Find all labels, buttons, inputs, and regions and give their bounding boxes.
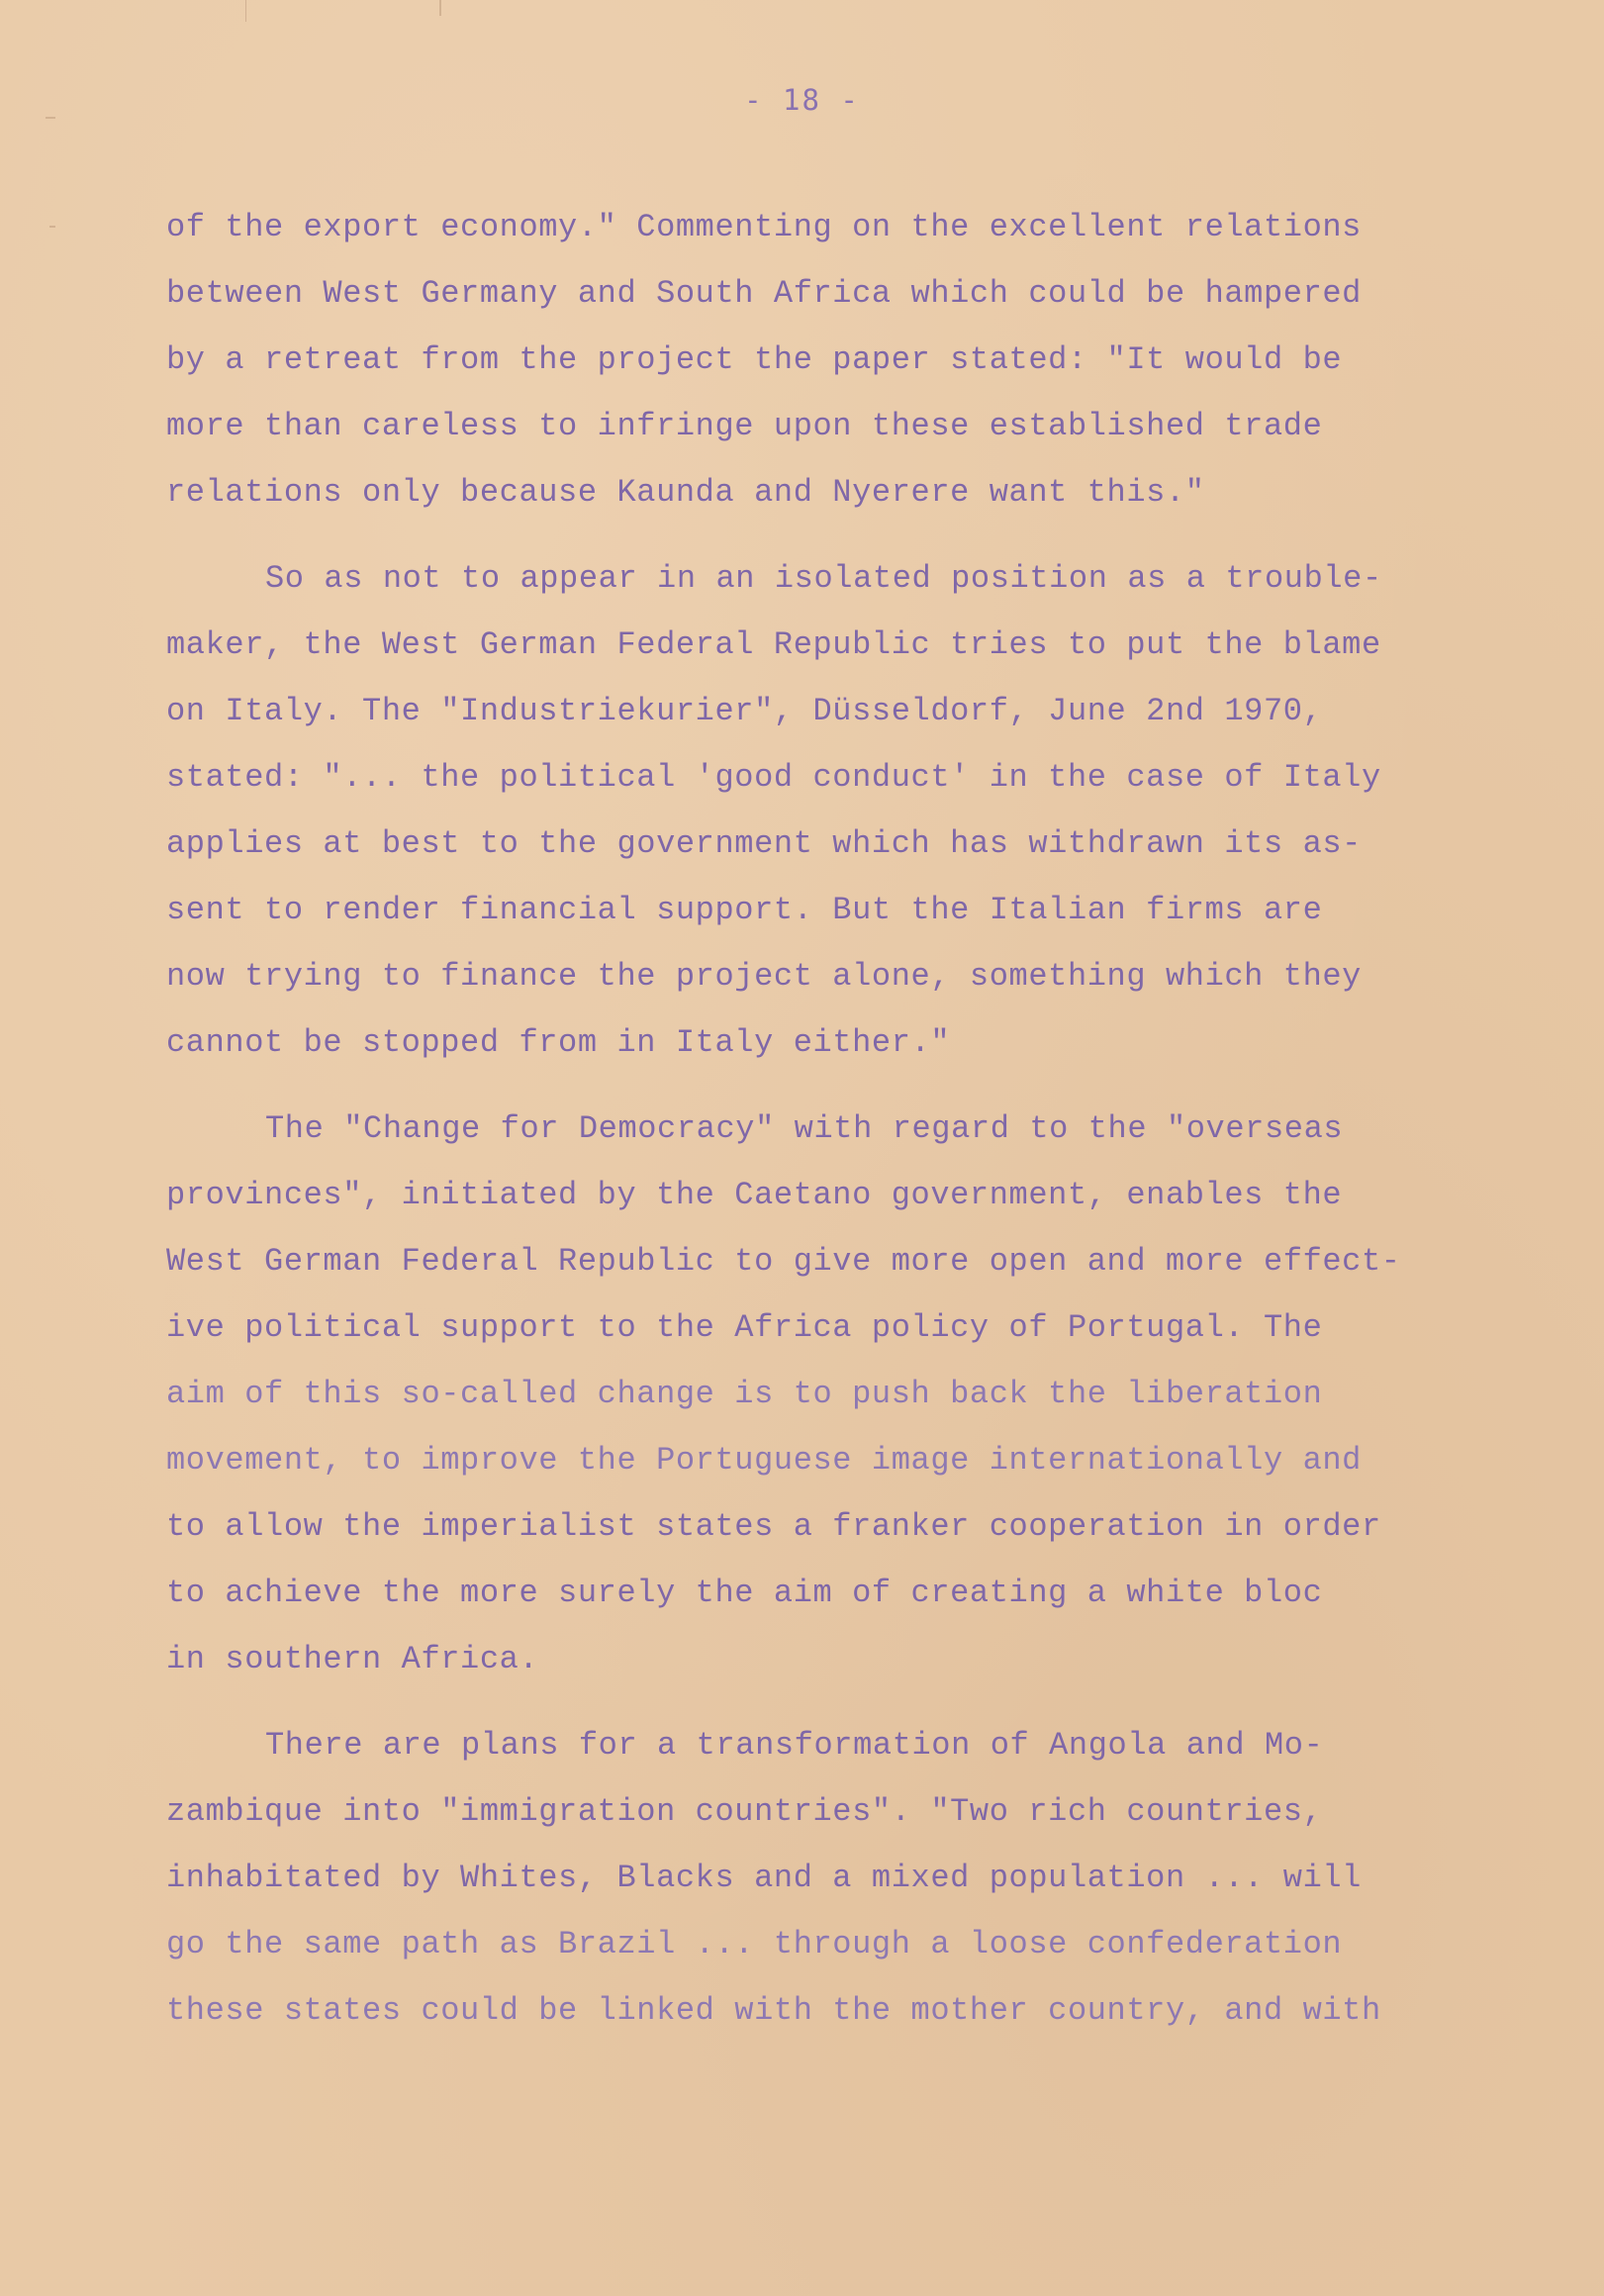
text-line: to achieve the more surely the aim of creating a white bloc (166, 1575, 1323, 1611)
paragraph-2 (166, 545, 1462, 1076)
paragraph-3 (166, 1096, 1462, 1692)
paragraph-1 (166, 194, 1462, 526)
text-line: inhabitated by Whites, Blacks and a mixed population ... will (166, 1860, 1362, 1896)
paper-mark-left-2 (49, 226, 55, 228)
text-line: on Italy. The "Industriekurier", Düsseldorf, June 2nd 1970, (166, 693, 1323, 729)
paper-mark-top (439, 0, 441, 16)
text-line: maker, the West German Federal Republic tries to put the blame (166, 626, 1381, 663)
text-line: now trying to finance the project alone, something which they (166, 958, 1362, 995)
text-line: movement, to improve the Portuguese image internationally and (166, 1442, 1362, 1479)
text-line: by a retreat from the project the paper stated: "It would be (166, 341, 1343, 378)
text-line: applies at best to the government which has withdrawn its as- (166, 825, 1362, 862)
paper-mark-left (46, 117, 55, 119)
text-line: in southern Africa. (166, 1641, 539, 1677)
paragraph-4 (166, 1712, 1462, 2044)
page-number: - 18 - (744, 83, 860, 117)
text-line: aim of this so-called change is to push back the liberation (166, 1376, 1323, 1412)
text-line: of the export economy." Commenting on the excellent relations (166, 209, 1362, 245)
text-line: go the same path as Brazil ... through a loose confederation (166, 1926, 1343, 1962)
text-line: relations only because Kaunda and Nyerere want this." (166, 474, 1205, 511)
text-line: cannot be stopped from in Italy either." (166, 1024, 951, 1061)
text-line: The "Change for Democracy" with regard to the "overseas (265, 1110, 1344, 1147)
text-line: provinces", initiated by the Caetano government, enables the (166, 1177, 1343, 1213)
text-line: ive political support to the Africa policy of Portugal. The (166, 1309, 1323, 1346)
document-body (166, 194, 1462, 2063)
text-line: sent to render financial support. But the Italian firms are (166, 892, 1323, 928)
text-line: stated: "... the political 'good conduct' in the case of Italy (166, 759, 1381, 796)
text-line: West German Federal Republic to give more open and more effect- (166, 1243, 1401, 1280)
text-line: more than careless to infringe upon these established trade (166, 408, 1323, 444)
text-line: zambique into "immigration countries". "Two rich countries, (166, 1793, 1323, 1830)
paper-mark-top-2 (245, 0, 246, 22)
text-line: So as not to appear in an isolated position as a trouble- (265, 560, 1382, 597)
text-line: these states could be linked with the mother country, and with (166, 1992, 1381, 2029)
text-line: to allow the imperialist states a franker cooperation in order (166, 1508, 1381, 1545)
text-line: between West Germany and South Africa which could be hampered (166, 275, 1362, 312)
text-line: There are plans for a transformation of Angola and Mo- (265, 1727, 1324, 1764)
